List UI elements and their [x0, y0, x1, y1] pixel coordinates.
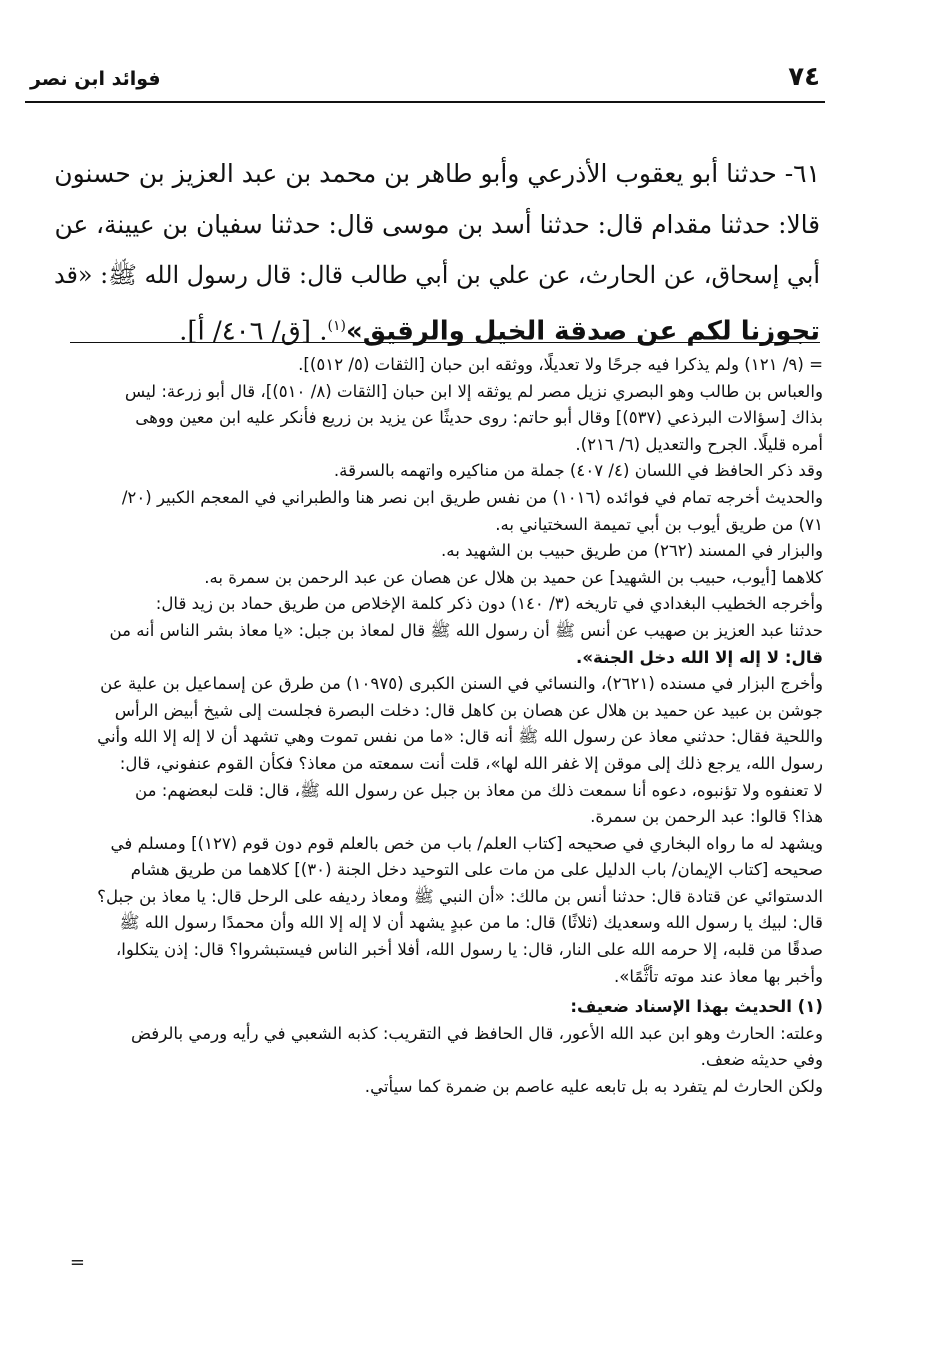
footnote-line: واللحية فقال: حدثني معاذ عن رسول الله ﷺ أنه قال: «ما من نفس تموت وهي تشهد أن لا إله إلا الله وأني — [97, 727, 823, 747]
footnote-line: وقد ذكر الحافظ في اللسان (٤/ ٤٠٧) جملة من مناكيره واتهمه بالسرقة. — [333, 461, 823, 481]
footnote-line: والبزار في المسند (٢٦٢) من طريق حبيب بن الشهيد به. — [441, 541, 823, 561]
page-header — [30, 60, 820, 100]
footnote-line: قال: لا إله إلا الله دخل الجنة». — [576, 647, 823, 667]
footnote-line: لا تعنفوه ولا تؤنبوه، دعوه أنا سمعت ذلك من معاذ بن جبل عن رسول الله ﷺ، قال: قلت لبعضهم: من — [134, 780, 823, 800]
footnote-line: حدثنا عبد العزيز بن صهيب عن أنس ﷺ أن رسول الله ﷺ قال لمعاذ بن جبل: «يا معاذ بشر الناس أنه من — [109, 620, 823, 640]
footnote-line: وعلته: الحارث وهو ابن عبد الله الأعور، قال الحافظ في التقريب: كذبه الشعبي في رأيه ورمي بالرفض — [130, 1023, 823, 1043]
book-title: فوائد ابن نصر — [30, 68, 161, 90]
continuation-mark: = — [69, 1252, 85, 1273]
footnote-line: أمره قليلًا. الجرح والتعديل (٦/ ٢١٦). — [575, 434, 823, 454]
hadith-line: أبي إسحاق، عن الحارث، عن علي بن أبي طالب قال: قال رسول الله ﷺ: «قد — [53, 261, 820, 289]
footnote-line: ويشهد له ما رواه البخاري في صحيحه [كتاب العلم/ باب من خص بالعلم قوم دون قوم (١٢٧)] ومسلم في — [110, 833, 823, 853]
footnote-line: وأخرج البزار في مسنده (٢٦٢١)، والنسائي في السنن الكبرى (١٠٩٧٥) من طرق عن إسماعيل بن علية عن — [100, 674, 823, 694]
hadith-text — [50, 148, 820, 358]
header-divider — [25, 101, 825, 103]
footnote-line: الدستوائي عن قتادة قال: حدثنا أنس بن مالك: «أن النبي ﷺ ومعاذ رديفه على الرحل قال: يا معاذ بن جبل؟ — [97, 886, 823, 906]
footnote-ref: (١) — [327, 318, 346, 334]
footnote-line: ٧١) من طريق أيوب بن أبي تميمة السختياني به. — [495, 514, 823, 534]
footnote-line: (١) الحديث بهذا الإسناد ضعيف: — [570, 997, 823, 1017]
hadith-line: ٦١- حدثنا أبو يعقوب الأذرعي وأبو طاهر بن محمد بن عبد العزيز بن حسنون — [54, 159, 820, 188]
footnote-line: وأخرجه الخطيب البغدادي في تاريخه (٣/ ١٤٠) دون ذكر كلمة الإخلاص من طريق حماد بن زيد قال: — [155, 594, 823, 614]
footnote-line: كلاهما [أيوب، حبيب بن الشهيد] عن حميد بن هلال عن هصان عن عبد الرحمن بن سمرة به. — [204, 567, 823, 587]
footnote-line: والعباس بن طالب وهو البصري نزيل مصر لم يوثقه إلا ابن حبان [الثقات (٨/ ٥١٠)]، قال أبو زرعة: ليس — [124, 381, 823, 401]
footnote-line: وفي حديثه ضعف. — [700, 1050, 823, 1070]
page-number: ٧٤ — [788, 62, 820, 92]
hadith-line: قالا: حدثنا مقدام قال: حدثنا أسد بن موسى قال: حدثنا سفيان بن عيينة، عن — [54, 210, 820, 239]
hadith-matn-bold: تجوزنا لكم عن صدقة الخيل والرقيق» — [345, 316, 820, 347]
footnote-divider — [70, 342, 820, 343]
footnote-line: بذاك [سؤالات البرذعي (٥٣٧)] وقال أبو حاتم: روى حديثًا عن يزيد بن زريع فأنكر عليه ابن معين ووهى — [135, 408, 823, 428]
footnote-line: صدقًا من قلبه، إلا حرمه الله على النار، قال: يا رسول الله، أفلا أخبر الناس فيستبشروا؟ قال: إذن يتكلوا، — [115, 940, 823, 960]
footnote-line: ولكن الحارث لم يتفرد به بل تابعه عليه عاصم بن ضمرة كما سيأتي. — [364, 1077, 823, 1097]
footnote-line: صحيحه [كتاب الإيمان/ باب الدليل على من مات على التوحيد دخل الجنة (٣٠)] كلاهما من طريق هشام — [130, 860, 823, 880]
hadith-line-last — [50, 301, 820, 358]
footnote-line: جوشن بن عبيد عن حميد بن هلال عن هصان بن كاهل قال: دخلت البصرة فجلست إلى شيخ أبيض الرأس — [114, 700, 823, 720]
manuscript-ref: . [ق/ ٤٠٦/ أ]. — [179, 316, 328, 347]
footnote-line: وأخبر بها معاذ عند موته تأثُّمًا». — [613, 966, 823, 986]
footnote-line: هذا؟ قالوا: عبد الرحمن بن سمرة. — [590, 807, 823, 827]
footnote-line: والحديث أخرجه تمام في فوائده (١٠١٦) من نفس طريق ابن نصر هنا والطبراني في المعجم الكبير (٢٠/ — [121, 487, 823, 507]
footnote-line: = (٩/ ١٢١) ولم يذكرا فيه جرحًا ولا تعديلًا، ووثقه ابن حبان [الثقات (٥/ ٥١٢)]. — [298, 355, 823, 374]
footnote-line: قال: لبيك يا رسول الله وسعديك (ثلاثًا) قال: ما من عبدٍ يشهد أن لا إله إلا الله وأن محمدًا رسول الله ﷺ — [119, 913, 823, 933]
footnotes — [48, 352, 823, 1101]
footnote-line: رسول الله، يرجع ذلك إلى موقن إلا غفر الله لها»، قلت أنت سمعته من معاذ؟ فكأن القوم عنفوني، قال: — [119, 753, 823, 773]
